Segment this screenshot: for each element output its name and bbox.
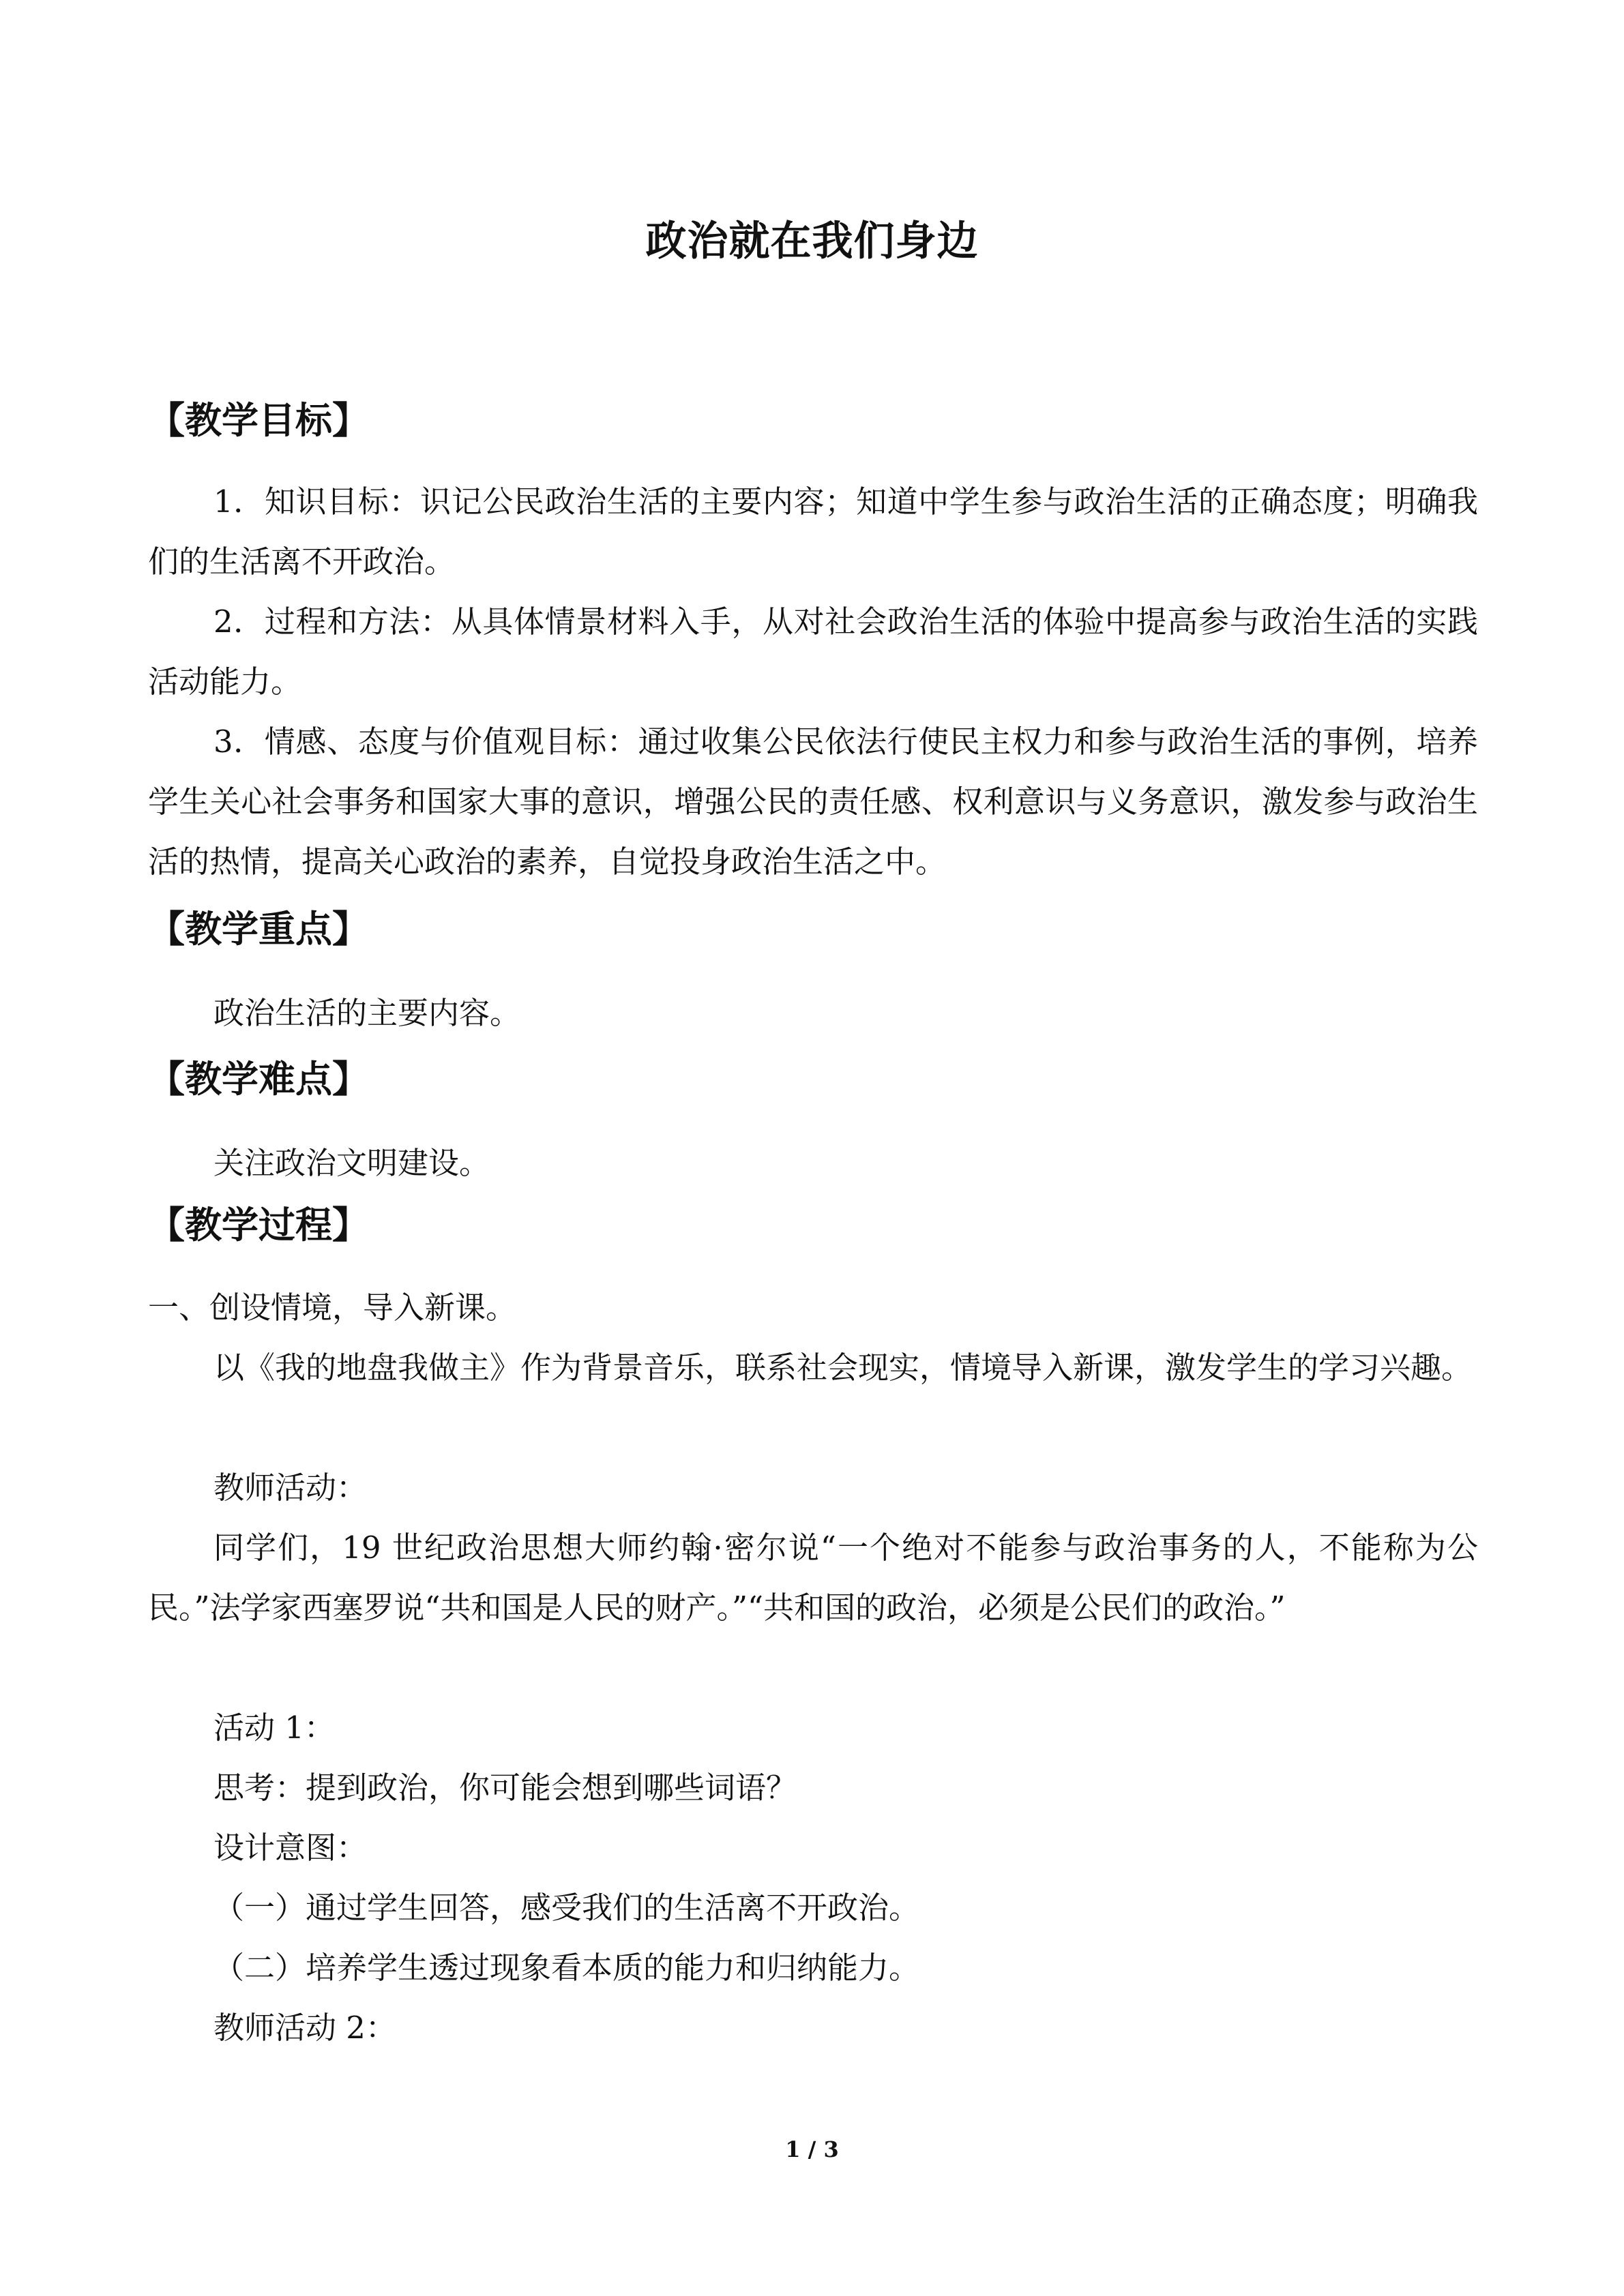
heading-key-points: 【教学重点】 [148,907,369,951]
teacher-activity-label: 教师活动： [213,1470,368,1506]
design-intent-label: 设计意图： [213,1830,368,1866]
teacher-activity-2-label: 教师活动 2： [213,2010,396,2046]
process-step-1: 一、创设情境，导入新课。 [148,1289,517,1326]
objective-item-2: 2．过程和方法：从具体情景材料入手，从对社会政治生活的体验中提高参与政治生活的实践活动能力。 [148,603,1478,700]
objective-item-1: 1．知识目标：识记公民政治生活的主要内容；知道中学生参与政治生活的正确态度；明确我们的生活离不开政治。 [148,483,1478,580]
activity-1-label: 活动 1： [213,1710,335,1746]
heading-objectives: 【教学目标】 [148,398,369,442]
design-intent-item-2: （二）培养学生透过现象看本质的能力和归纳能力。 [213,1950,920,1986]
heading-process: 【教学过程】 [148,1203,369,1247]
key-points-text: 政治生活的主要内容。 [213,995,521,1031]
process-intro-paragraph: 以《我的地盘我做主》作为背景音乐，联系社会现实，情境导入新课，激发学生的学习兴趣。 [213,1350,1473,1386]
page-title: 政治就在我们身边 [645,218,979,265]
objective-item-3: 3．情感、态度与价值观目标：通过收集公民依法行使民主权力和参与政治生活的事例，培养学生关心社会事务和国家大事的意识，增强公民的责任感、权利意识与义务意识，激发参与政治生活的热情，提高关心政治的素养，自觉投身政治生活之中。 [148,724,1478,880]
difficulties-text: 关注政治文明建设。 [213,1145,490,1181]
quote-paragraph: 同学们，19 世纪政治思想大师约翰·密尔说“一个绝对不能参与政治事务的人，不能称为公民。”法学家西塞罗说“共和国是人民的财产。”“共和国的政治，必须是公民们的政治。” [148,1530,1478,1626]
page-number: 1 / 3 [785,2136,839,2162]
design-intent-item-1: （一）通过学生回答，感受我们的生活离不开政治。 [213,1890,920,1926]
think-question: 思考：提到政治，你可能会想到哪些词语？ [213,1770,797,1806]
heading-difficulties: 【教学难点】 [148,1057,369,1101]
